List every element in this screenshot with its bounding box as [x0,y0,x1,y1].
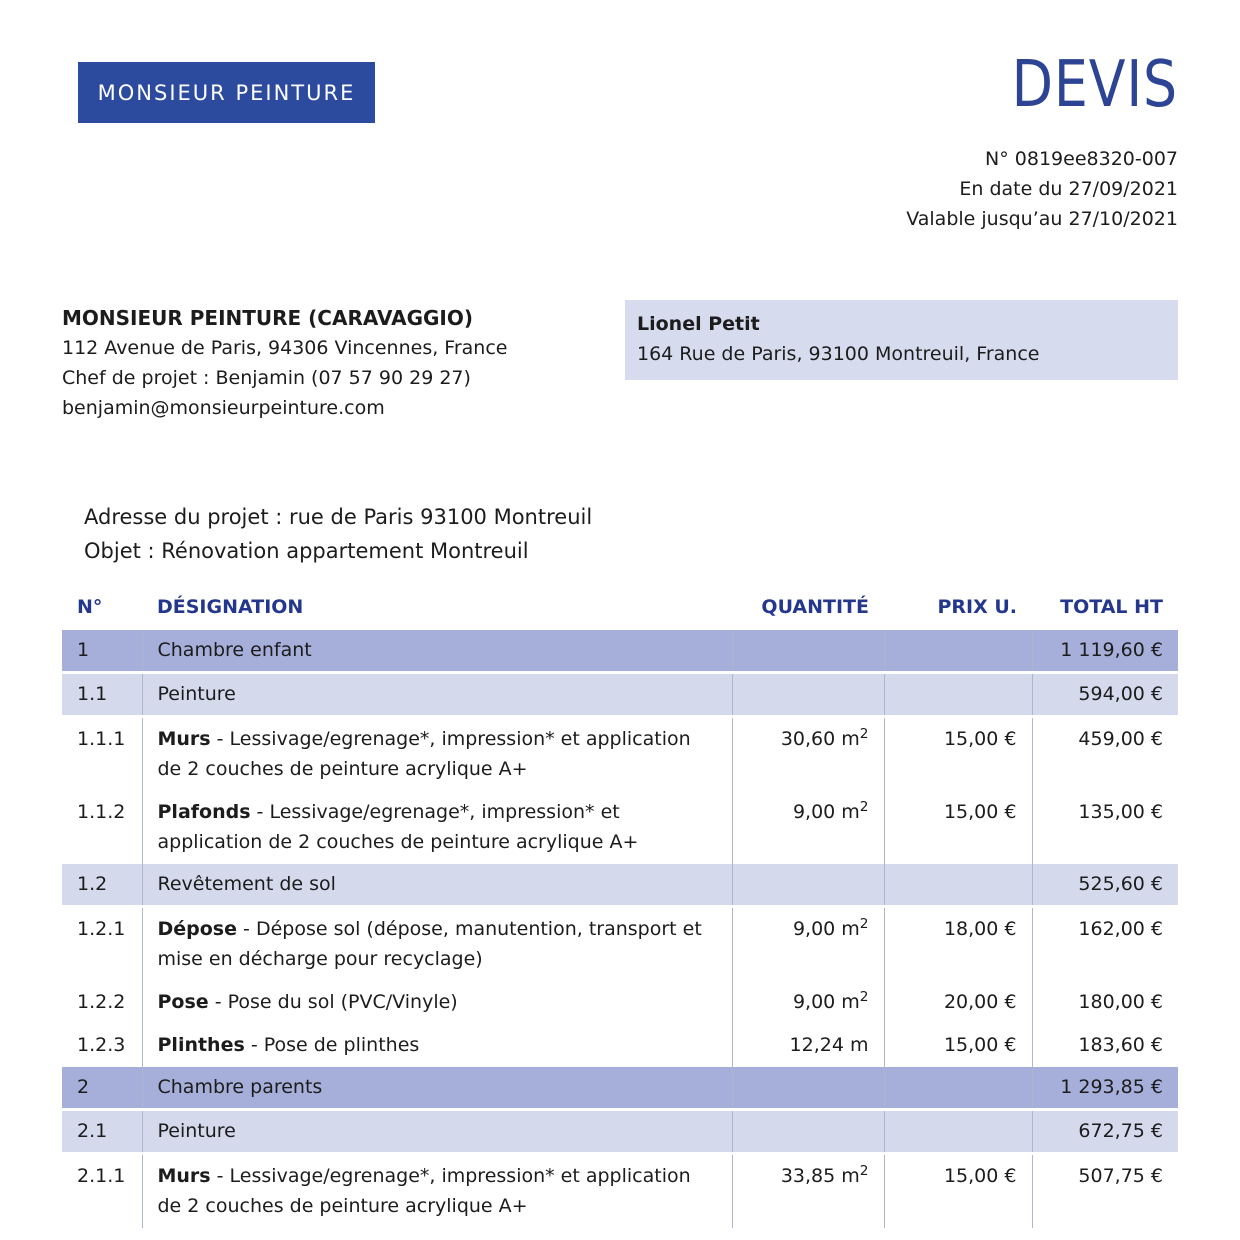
quote-table-wrap [62,596,1178,1228]
company-address: 112 Avenue de Paris, 94306 Vincennes, France [62,337,508,359]
client-address: 164 Rue de Paris, 93100 Montreuil, France [637,343,1040,365]
row-number: 1.1.2 [62,791,142,864]
quote-validity: Valable jusqu’au 27/10/2021 [906,208,1178,230]
table-row [62,1067,1178,1110]
project-info [84,500,592,568]
row-term: Murs [157,1165,211,1187]
row-number: 1.1 [62,673,142,717]
row-description: - Lessivage/egrenage*, impression* et application de 2 couches de peinture acrylique A+ [157,1165,691,1217]
row-total: 162,00 € [1032,907,1178,982]
header-designation: DÉSIGNATION [157,596,304,618]
table-row [62,981,1178,1024]
row-number: 1.2.3 [62,1024,142,1067]
row-description: Revêtement de sol [157,873,336,895]
row-quantity-superscript: 2 [859,726,869,743]
table-row [62,673,1178,717]
table-row [62,1154,1178,1229]
company-logo [78,62,375,123]
project-address: Adresse du projet : rue de Paris 93100 Montreuil [84,505,593,529]
row-total: 135,00 € [1032,791,1178,864]
row-term: Pose [157,991,209,1013]
quote-meta [906,144,1178,234]
row-unit-price: 20,00 € [884,981,1032,1024]
row-number: 2.1 [62,1110,142,1154]
row-unit-price [884,673,1032,717]
company-info [62,303,508,423]
row-quantity: 30,60 m [780,728,860,750]
header-total: TOTAL HT [1060,596,1163,618]
row-total: 180,00 € [1032,981,1178,1024]
row-term: Murs [157,728,211,750]
row-quantity: 33,85 m [780,1165,860,1187]
row-description: Chambre enfant [157,639,312,661]
row-unit-price [884,1110,1032,1154]
row-number: 2 [62,1067,142,1110]
row-number: 1 [62,630,142,673]
row-quantity: 9,00 m [792,801,860,823]
row-unit-price: 18,00 € [884,907,1032,982]
quote-table [62,596,1178,1228]
row-total: 594,00 € [1032,673,1178,717]
company-logo-text: MONSIEUR PEINTURE [97,80,356,105]
client-box [625,300,1178,380]
row-term: Plinthes [157,1034,245,1056]
quote-number: N° 0819ee8320-007 [985,148,1178,170]
row-quantity-superscript: 2 [859,916,869,933]
row-total: 507,75 € [1032,1154,1178,1229]
table-row [62,630,1178,673]
row-term: Plafonds [157,801,251,823]
row-number: 1.2 [62,864,142,907]
row-unit-price [884,1067,1032,1110]
row-total: 1 119,60 € [1032,630,1178,673]
company-name: MONSIEUR PEINTURE (CARAVAGGIO) [62,306,473,330]
table-row [62,1024,1178,1067]
row-description: - Pose de plinthes [244,1034,420,1056]
row-term: Dépose [157,918,238,940]
row-unit-price [884,864,1032,907]
row-quantity: 9,00 m [792,991,860,1013]
row-unit-price: 15,00 € [884,717,1032,792]
row-unit-price [884,630,1032,673]
header-number: N° [77,596,103,618]
company-manager: Chef de projet : Benjamin (07 57 90 29 27) [62,367,471,389]
row-number: 2.1.1 [62,1154,142,1229]
row-description: Chambre parents [157,1076,323,1098]
row-unit-price: 15,00 € [884,791,1032,864]
row-total: 525,60 € [1032,864,1178,907]
table-row [62,1110,1178,1154]
row-quantity-superscript: 2 [859,989,869,1006]
row-number: 1.2.2 [62,981,142,1024]
row-number: 1.1.1 [62,717,142,792]
row-description: - Lessivage/egrenage*, impression* et application de 2 couches de peinture acrylique A+ [157,728,691,780]
row-description: Peinture [157,683,236,705]
row-description: - Dépose sol (dépose, manutention, transport et mise en décharge pour recyclage) [157,918,702,970]
company-email: benjamin@monsieurpeinture.com [62,397,385,419]
document-title: DEVIS [1011,48,1178,122]
row-total: 1 293,85 € [1032,1067,1178,1110]
project-object: Objet : Rénovation appartement Montreuil [84,539,529,563]
row-number: 1.2.1 [62,907,142,982]
row-total: 459,00 € [1032,717,1178,792]
header-unit-price: PRIX U. [937,596,1017,618]
row-quantity: 9,00 m [792,918,860,940]
table-row [62,907,1178,982]
row-total: 672,75 € [1032,1110,1178,1154]
table-row [62,717,1178,792]
quote-date: En date du 27/09/2021 [959,178,1178,200]
row-description: - Pose du sol (PVC/Vinyle) [208,991,458,1013]
client-name: Lionel Petit [637,313,760,335]
header-quantity: QUANTITÉ [761,596,869,618]
table-row [62,791,1178,864]
row-quantity: 12,24 m [789,1034,869,1056]
row-unit-price: 15,00 € [884,1154,1032,1229]
quote-table-body [62,630,1178,1228]
row-quantity-superscript: 2 [859,799,869,816]
row-total: 183,60 € [1032,1024,1178,1067]
row-unit-price: 15,00 € [884,1024,1032,1067]
row-description: Peinture [157,1120,236,1142]
table-header-row [62,596,1178,630]
row-quantity-superscript: 2 [859,1163,869,1180]
row-description: - Lessivage/egrenage*, impression* et application de 2 couches de peinture acrylique A+ [157,801,639,853]
table-row [62,864,1178,907]
